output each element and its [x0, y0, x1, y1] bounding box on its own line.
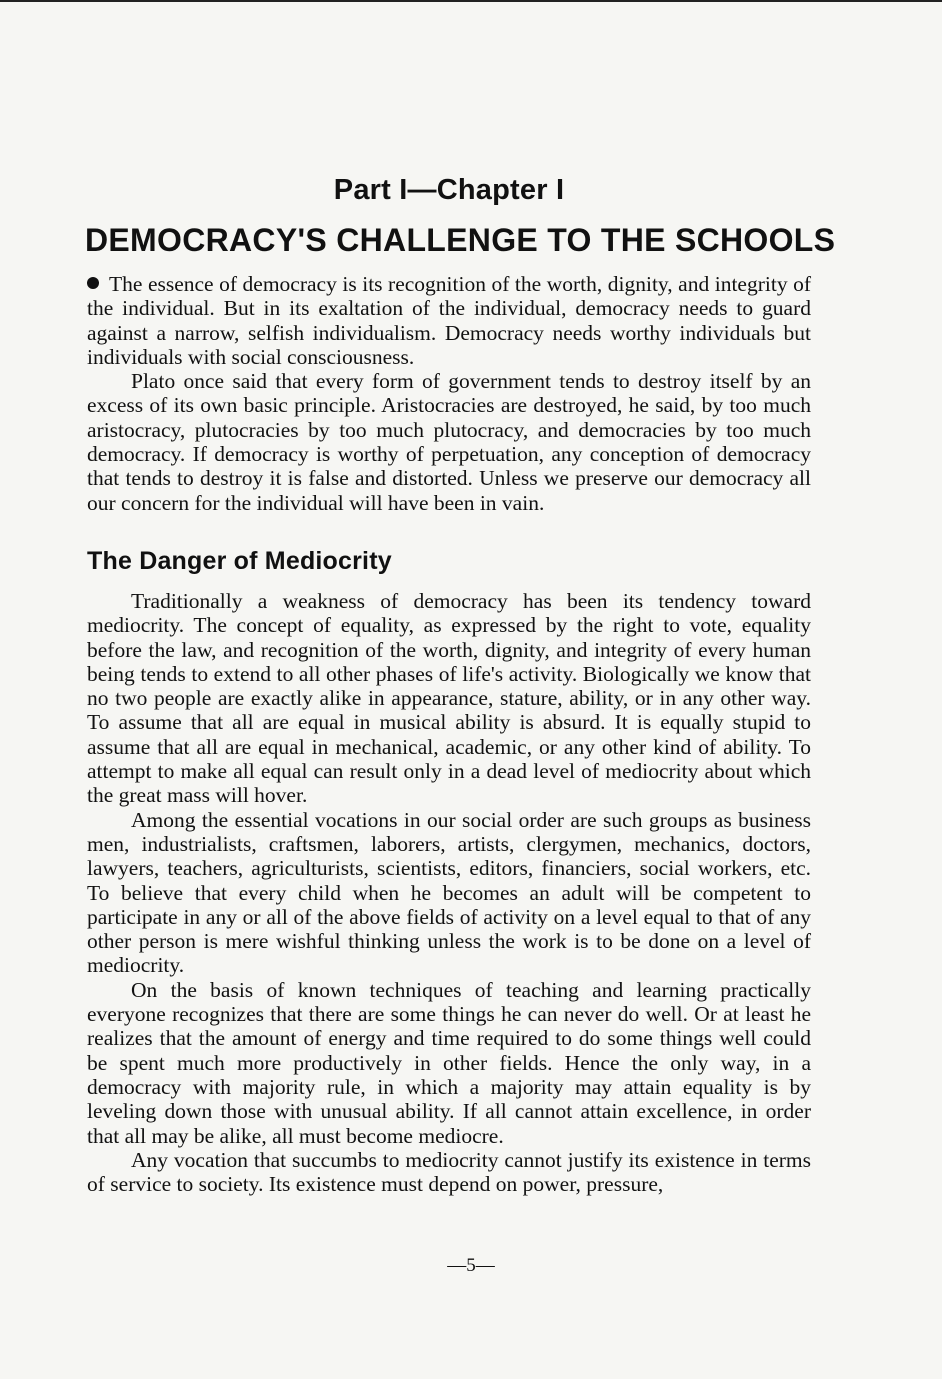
page-content	[85, 172, 836, 1197]
page-number: —5—	[447, 1255, 495, 1276]
section-paragraph-2: Among the essential vocations in our social order are such groups as business men, industrialists, craftsmen, laborers, artists, clergymen, mechanics, doctors, lawyers, teachers, agriculturists, scientists, editors, financiers, social workers, etc. To believe that every child when he becomes an adult will be competent to participate in any or all of the above fields of activity on a level equal to that of any other person is mere wishful thinking unless the work is to be done on a level of mediocrity.	[87, 807, 811, 978]
intro-paragraph-1	[87, 272, 811, 369]
intro-paragraph-1-text: The essence of democracy is its recognition of the worth, dignity, and integrity of the individual. But in its exaltation of the individual, democracy needs to guard against a narrow, selfish individualism. Democracy needs worthy individuals but individuals with social consciousness.	[87, 272, 811, 369]
chapter-title: DEMOCRACY'S CHALLENGE TO THE SCHOOLS	[85, 222, 836, 258]
intro-paragraph-2: Plato once said that every form of government tends to destroy itself by an excess of its own basic principle. Aristocracies are destroyed, he said, by too much aristocracy, plutocracies by too much plutocracy, and democracies by too much democracy. If democracy is worthy of perpetuation, any conception of democracy that tends to destroy it is false and distorted. Unless we preserve our democracy all our concern for the individual will have been in vain.	[87, 369, 811, 515]
top-border-rule	[0, 0, 942, 2]
bullet-icon	[87, 277, 99, 289]
section-title: The Danger of Mediocrity	[87, 546, 392, 575]
section-paragraph-1: Traditionally a weakness of democracy has been its tendency toward mediocrity. The concept of equality, as expressed by the right to vote, equality before the law, and recognition of the worth, dignity, and integrity of every human being tends to extend to all other phases of life's activity. Biologically we know that no two people are exactly alike in appearance, stature, ability, or in any other way. To assume that all are equal in musical ability is absurd. It is equally stupid to assume that all are equal in mechanical, academic, or any other kind of ability. To attempt to make all equal can result only in a dead level of mediocrity about which the great mass will hover.	[87, 588, 811, 808]
part-chapter-heading: Part I—Chapter I	[333, 174, 565, 206]
section-paragraph-4: Any vocation that succumbs to mediocrity cannot justify its existence in terms of service to society. Its existence must depend on power, pressure,	[87, 1147, 811, 1197]
section-paragraph-3: On the basis of known techniques of teaching and learning practically everyone recognizes that there are some things he can never do well. Or at least he realizes that the amount of energy and time required to do some things well could be spent much more productively in other fields. Hence the only way, in a democracy with majority rule, in which a majority may attain equality is by leveling down those with unusual ability. If all cannot attain excellence, in order that all may be alike, all must become mediocre.	[87, 977, 811, 1148]
